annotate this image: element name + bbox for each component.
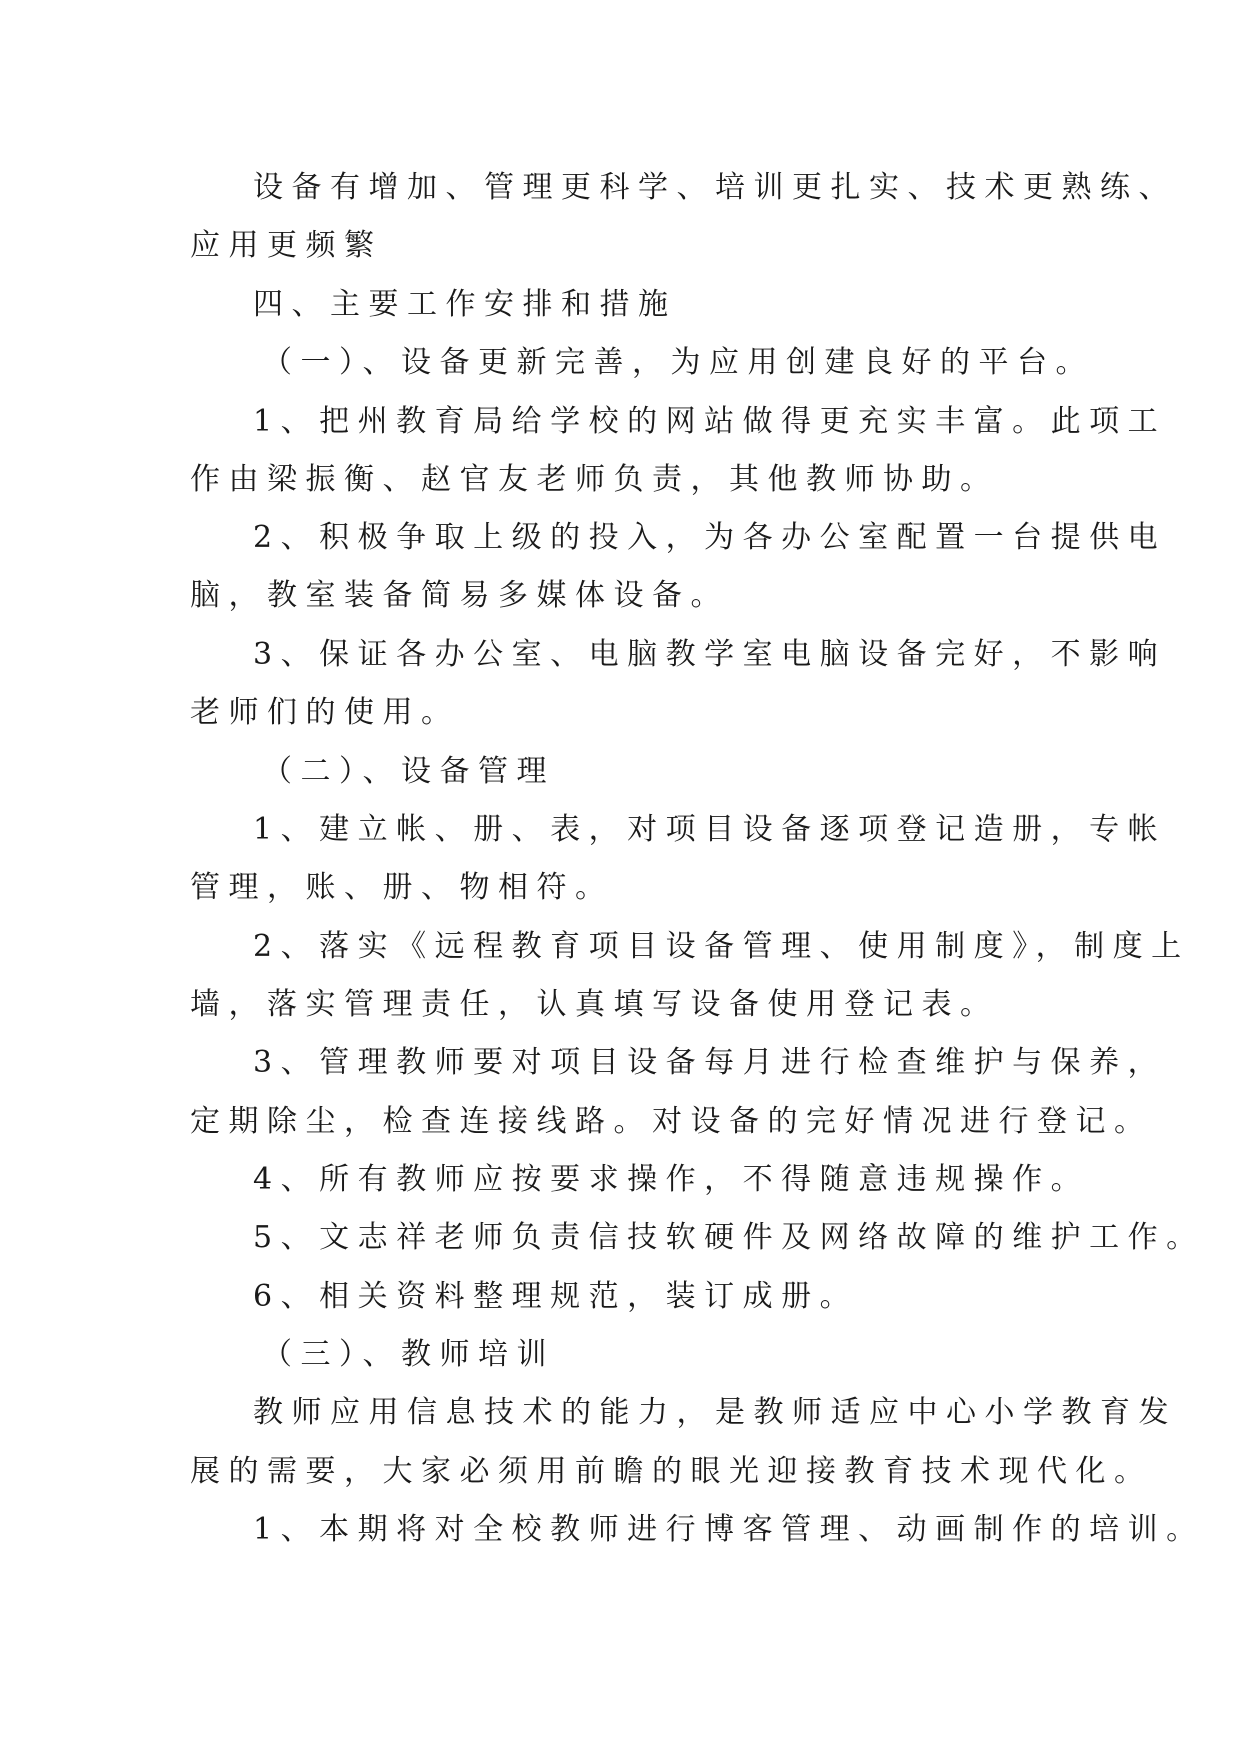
subsection-heading: （三）、教师培训 <box>262 1337 555 1372</box>
subsection-heading: （二）、设备管理 <box>262 754 555 789</box>
paragraph-line: 教师应用信息技术的能力，是教师适应中心小学教育发 <box>253 1395 1177 1430</box>
paragraph-line: 脑，教室装备简易多媒体设备。 <box>190 578 729 613</box>
paragraph-line: 2、落实《远程教育项目设备管理、使用制度》，制度上 <box>253 929 1190 964</box>
paragraph-line: 3、管理教师要对项目设备每月进行检查维护与保养， <box>253 1045 1167 1080</box>
paragraph-line: 展的需要，大家必须用前瞻的眼光迎接教育技术现代化。 <box>190 1454 1153 1489</box>
paragraph-line: 设备有增加、管理更科学、培训更扎实、技术更熟练、 <box>253 170 1177 205</box>
paragraph-line: 4、所有教师应按要求操作，不得随意违规操作。 <box>253 1162 1090 1197</box>
paragraph-line: 6、相关资料整理规范，装订成册。 <box>253 1279 859 1314</box>
section-heading: 四、主要工作安排和措施 <box>253 287 677 322</box>
paragraph-line: 1、本期将对全校教师进行博客管理、动画制作的培训。 <box>253 1512 1205 1547</box>
paragraph-line: 1、把州教育局给学校的网站做得更充实丰富。此项工 <box>253 404 1167 439</box>
subsection-heading: （一）、设备更新完善，为应用创建良好的平台。 <box>262 345 1094 380</box>
paragraph-line: 墙，落实管理责任，认真填写设备使用登记表。 <box>190 987 999 1022</box>
paragraph-line: 定期除尘，检查连接线路。对设备的完好情况进行登记。 <box>190 1104 1153 1139</box>
paragraph-line: 应用更频繁 <box>190 228 383 263</box>
paragraph-line: 2、积极争取上级的投入，为各办公室配置一台提供电 <box>253 520 1167 555</box>
paragraph-line: 3、保证各办公室、电脑教学室电脑设备完好，不影响 <box>253 637 1167 672</box>
paragraph-line: 5、文志祥老师负责信技软硬件及网络故障的维护工作。 <box>253 1220 1205 1255</box>
paragraph-line: 作由梁振衡、赵官友老师负责，其他教师协助。 <box>190 462 999 497</box>
paragraph-line: 管理，账、册、物相符。 <box>190 870 614 905</box>
paragraph-line: 老师们的使用。 <box>190 695 460 730</box>
paragraph-line: 1、建立帐、册、表，对项目设备逐项登记造册，专帐 <box>253 812 1167 847</box>
